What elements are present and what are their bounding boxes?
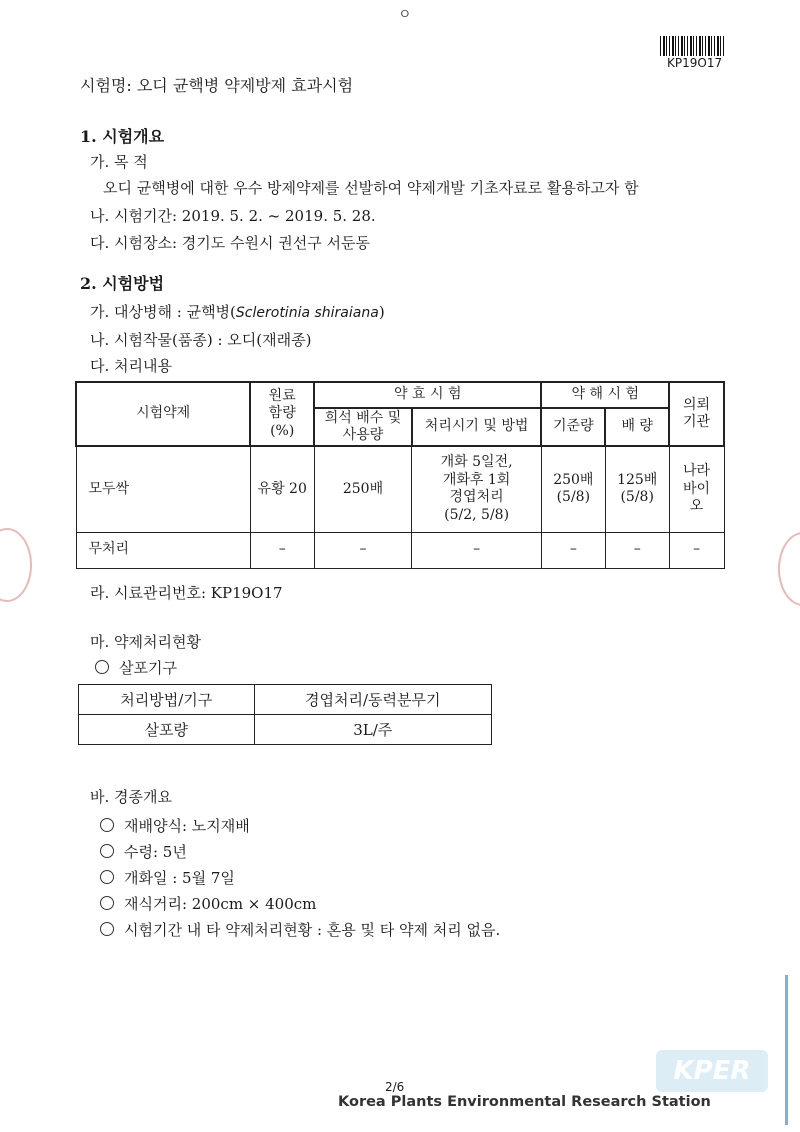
cell-agency: 나라 바이 오	[669, 446, 724, 532]
header-phytotoxicity: 약 해 시 험	[541, 382, 669, 408]
table-row	[76, 532, 724, 568]
purpose-text: 오디 균핵병에 대한 우수 방제약제를 선발하여 약제개발 기초자료로 활용하고자 함	[103, 179, 639, 197]
circle-bullet-icon	[95, 660, 109, 674]
cultivation-item-text: 재배양식: 노지재배	[124, 817, 250, 835]
kper-logo: KPER	[656, 1050, 768, 1092]
header-timing: 처리시기 및 방법	[412, 408, 542, 446]
page-number: 2/6	[385, 1080, 405, 1094]
barcode-label: KP19O17	[667, 56, 723, 70]
cell-dilution: 250배	[314, 446, 412, 532]
cell-content: 유황 20	[250, 446, 314, 532]
barcode	[660, 36, 726, 56]
treatment-status-heading: 마. 약제처리현황	[90, 633, 201, 651]
header-agency: 의뢰 기관	[669, 382, 724, 446]
circle-bullet-icon	[100, 844, 114, 858]
spray-amount-value: 3L/주	[254, 715, 491, 745]
cell-timing: –	[412, 532, 542, 568]
organization-name: Korea Plants Environmental Research Station	[338, 1094, 711, 1110]
header-standard-dose: 기준량	[541, 408, 605, 446]
page-title: 시험명: 오디 균핵병 약제방제 효과시험	[80, 76, 354, 95]
header-double-dose: 배 량	[605, 408, 669, 446]
spray-method-value: 경엽처리/동력분무기	[254, 685, 491, 715]
test-crop: 나. 시험작물(품종) : 오디(재래종)	[90, 331, 312, 349]
cell-dilution: –	[314, 532, 412, 568]
cell-content: –	[250, 532, 314, 568]
cultivation-item	[100, 893, 316, 914]
header-content: 원료 함량 (%)	[250, 382, 314, 446]
sprayer-label: 살포기구	[119, 659, 177, 677]
cultivation-item	[100, 867, 235, 888]
top-hole-mark: ㅇ	[398, 7, 412, 23]
treatment-table	[75, 381, 725, 569]
seal-stamp-right	[778, 532, 800, 606]
spray-method-header: 처리방법/기구	[79, 685, 255, 715]
cultivation-item	[100, 919, 500, 940]
header-drug: 시험약제	[76, 382, 250, 446]
cell-timing: 개화 5일전, 개화후 1회 경엽처리 (5/2, 5/8)	[412, 446, 542, 532]
cell-agency: –	[669, 532, 724, 568]
target-disease-prefix: 가. 대상병해 : 균핵병(	[90, 303, 236, 321]
scientific-name: Sclerotinia shiraiana	[235, 305, 379, 321]
cell-standard-dose: 250배 (5/8)	[541, 446, 605, 532]
cultivation-item-text: 재식거리: 200cm × 400cm	[124, 895, 317, 913]
circle-bullet-icon	[100, 818, 114, 832]
right-edge-mark	[785, 975, 788, 1125]
cultivation-item-text: 시험기간 내 타 약제처리현황 : 혼용 및 타 약제 처리 없음.	[124, 921, 501, 939]
target-disease	[90, 301, 385, 322]
sample-number: 라. 시료관리번호: KP19O17	[90, 584, 283, 602]
cultivation-item	[100, 841, 187, 862]
cell-drug: 모두싹	[76, 446, 250, 532]
table-row	[76, 446, 724, 532]
header-dilution: 희석 배수 및 사용량	[314, 408, 412, 446]
circle-bullet-icon	[100, 922, 114, 936]
section2-heading: 2. 시험방법	[80, 274, 165, 293]
test-location: 다. 시험장소: 경기도 수원시 권선구 서둔동	[90, 234, 370, 252]
spray-table	[78, 684, 492, 745]
cultivation-item-text: 수령: 5년	[124, 843, 187, 861]
cultivation-heading: 바. 경종개요	[90, 788, 172, 806]
spray-amount-header: 살포량	[79, 715, 255, 745]
seal-stamp-left	[0, 528, 32, 602]
cell-standard-dose: –	[541, 532, 605, 568]
test-period: 나. 시험기간: 2019. 5. 2. ~ 2019. 5. 28.	[90, 207, 376, 225]
cell-double-dose: 125배 (5/8)	[605, 446, 669, 532]
cell-double-dose: –	[605, 532, 669, 568]
cell-drug: 무처리	[76, 532, 250, 568]
sprayer-line	[95, 657, 177, 678]
target-disease-suffix: )	[378, 303, 385, 321]
circle-bullet-icon	[100, 896, 114, 910]
cultivation-item-text: 개화일 : 5월 7일	[124, 869, 235, 887]
section1-heading: 1. 시험개요	[80, 127, 165, 146]
header-efficacy: 약 효 시 험	[314, 382, 541, 408]
circle-bullet-icon	[100, 870, 114, 884]
cultivation-item	[100, 815, 250, 836]
treatment-heading: 다. 처리내용	[90, 357, 172, 375]
purpose-label: 가. 목 적	[90, 153, 148, 171]
